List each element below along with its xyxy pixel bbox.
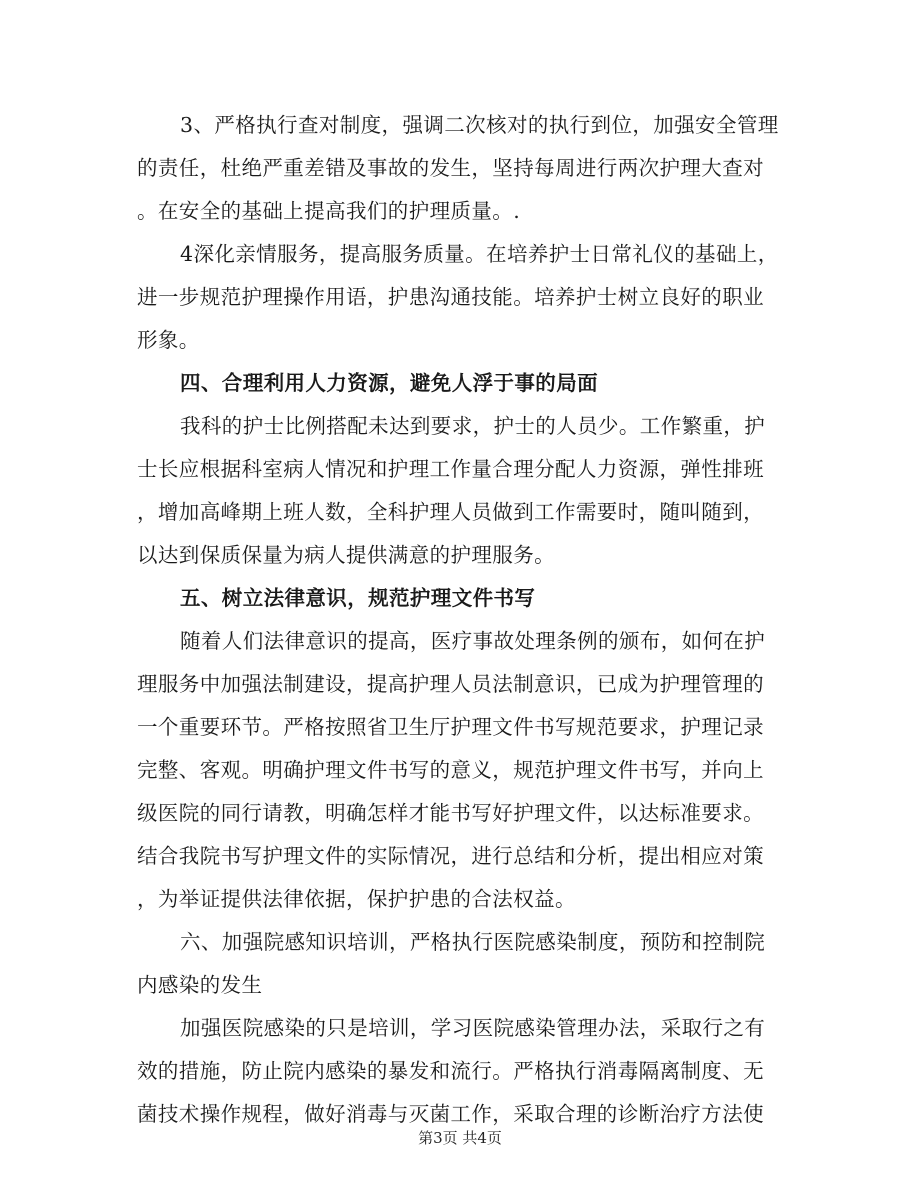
section-6-line-2: 效的措施，防止院内感染的暴发和流行。严格执行消毒隔离制度、无 xyxy=(137,1059,764,1083)
section-5-line-1: 随着人们法律意识的提高，医疗事故处理条例的颁布，如何在护 xyxy=(180,629,766,653)
section-4-line-1: 我科的护士比例搭配未达到要求，护士的人员少。工作繁重，护 xyxy=(180,414,766,438)
section-heading-5: 五、树立法律意识，规范护理文件书写 xyxy=(180,586,536,610)
paragraph-4-line-2: 进一步规范护理操作用语，护患沟通技能。培养护士树立良好的职业 xyxy=(137,285,764,309)
section-5-line-2: 理服务中加强法制建设，提高护理人员法制意识，已成为护理管理的 xyxy=(137,672,764,696)
section-4-line-4: 以达到保质保量为病人提供满意的护理服务。 xyxy=(137,543,555,567)
section-5-line-7: ，为举证提供法律依据，保护护患的合法权益。 xyxy=(137,887,576,911)
section-6-line-1: 加强医院感染的只是培训，学习医院感染管理办法，采取行之有 xyxy=(180,1016,766,1040)
paragraph-4-line-3: 形象。 xyxy=(137,328,200,352)
paragraph-4-line-1: 4深化亲情服务，提高服务质量。在培养护士日常礼仪的基础上， xyxy=(180,242,779,266)
section-heading-6-line-1: 六、加强院感知识培训，严格执行医院感染制度，预防和控制院 xyxy=(180,930,766,954)
section-5-line-4: 完整、客观。明确护理文件书写的意义，规范护理文件书写，并向上 xyxy=(137,758,764,782)
section-5-line-3: 一个重要环节。严格按照省卫生厅护理文件书写规范要求，护理记录 xyxy=(137,715,764,739)
section-6-line-3: 菌技术操作规程，做好消毒与灭菌工作，采取合理的诊断治疗方法使 xyxy=(137,1102,764,1126)
paragraph-3-line-1: 3、严格执行查对制度，强调二次核对的执行到位，加强安全管理 xyxy=(180,113,779,137)
section-5-line-5: 级医院的同行请教，明确怎样才能书写好护理文件，以达标准要求。 xyxy=(137,801,764,825)
section-4-line-3: ，增加高峰期上班人数，全科护理人员做到工作需要时，随叫随到， xyxy=(137,500,764,524)
section-heading-4: 四、合理利用人力资源，避免人浮于事的局面 xyxy=(180,371,598,395)
section-4-line-2: 士长应根据科室病人情况和护理工作量合理分配人力资源，弹性排班 xyxy=(137,457,764,481)
section-heading-6-line-2: 内感染的发生 xyxy=(137,973,263,997)
paragraph-3-line-2: 的责任，杜绝严重差错及事故的发生，坚持每周进行两次护理大查对 xyxy=(137,156,764,180)
paragraph-3-line-3: 。在安全的基础上提高我们的护理质量。. xyxy=(137,199,521,223)
section-5-line-6: 结合我院书写护理文件的实际情况，进行总结和分析，提出相应对策 xyxy=(137,844,764,868)
page-footer: 第3页 共4页 xyxy=(418,1129,502,1147)
